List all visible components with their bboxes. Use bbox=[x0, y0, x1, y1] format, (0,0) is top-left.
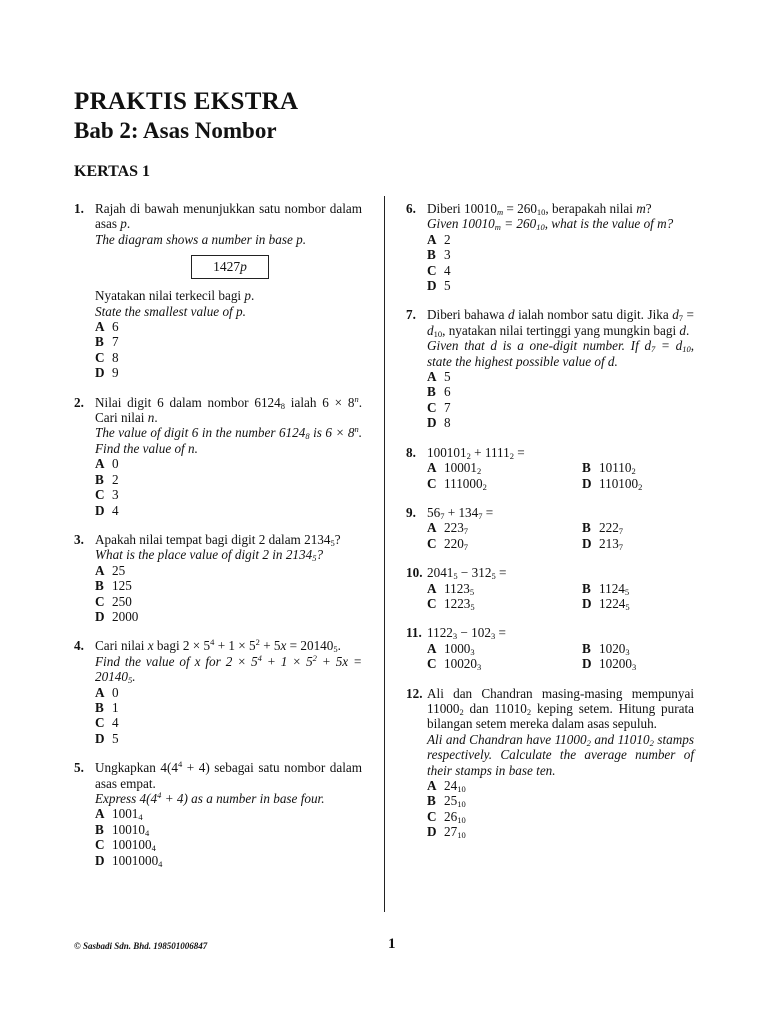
option-d bbox=[427, 415, 694, 430]
question-4 bbox=[74, 638, 362, 746]
option-d bbox=[95, 503, 362, 518]
question-8 bbox=[406, 445, 694, 491]
option-letter: A bbox=[95, 562, 105, 578]
option-c bbox=[427, 809, 694, 824]
option-d bbox=[582, 536, 702, 551]
question-12 bbox=[406, 686, 694, 840]
option-value: $25_{10}$ bbox=[444, 793, 466, 810]
option-c bbox=[95, 487, 362, 502]
question-9 bbox=[406, 505, 694, 551]
question-text-en: Ali and Chandran have $11000_2$ and $11010_2$ stamps respectively. Calculate the average number of their stamps in base ten. bbox=[427, 731, 694, 778]
option-letter: C bbox=[427, 475, 437, 491]
option-letter: A bbox=[427, 520, 437, 536]
option-value: $100100_4$ bbox=[112, 837, 156, 854]
option-d bbox=[427, 278, 694, 293]
option-letter: A bbox=[427, 231, 437, 247]
option-value: 0 bbox=[112, 456, 119, 472]
question-7 bbox=[406, 307, 694, 430]
option-letter: C bbox=[427, 262, 437, 278]
option-value: $111000_2$ bbox=[444, 475, 487, 492]
option-letter: A bbox=[95, 684, 105, 700]
option-c bbox=[95, 837, 362, 852]
question-text-ms: $2041_5 - 312_5$ = bbox=[427, 565, 507, 582]
option-value: $223_7$ bbox=[444, 520, 469, 537]
question-10 bbox=[406, 565, 694, 611]
question-text-ms-2: Nyatakan nilai terkecil bagi p. bbox=[95, 288, 255, 304]
option-letter: B bbox=[95, 334, 104, 350]
option-letter: A bbox=[95, 319, 105, 335]
option-value: 1 bbox=[112, 699, 119, 715]
option-a bbox=[95, 319, 362, 334]
option-value: $10001_2$ bbox=[444, 460, 482, 477]
option-c bbox=[427, 536, 582, 551]
option-value: $1124_5$ bbox=[599, 580, 630, 597]
option-d bbox=[95, 731, 362, 746]
question-text-ms: Diberi bahawa d ialah nombor satu digit. Jika $d_7 = d_{10}$, nyatakan nilai tertinggi yang mungkin bagi d. bbox=[427, 307, 694, 339]
option-c bbox=[427, 476, 582, 491]
option-value: $222_7$ bbox=[599, 520, 624, 537]
option-value: 6 bbox=[112, 319, 119, 335]
answer-options bbox=[427, 232, 694, 294]
option-letter: D bbox=[582, 475, 592, 491]
option-value: 3 bbox=[444, 247, 451, 263]
option-value: $10200_3$ bbox=[599, 656, 637, 673]
question-text-en: Express $4(4^4 + 4)$ as a number in base four. bbox=[95, 790, 325, 806]
option-value: $1001_4$ bbox=[112, 806, 143, 823]
option-letter: D bbox=[582, 535, 592, 551]
option-b bbox=[582, 581, 702, 596]
option-letter: B bbox=[95, 699, 104, 715]
question-text-ms: Cari nilai x bagi $2 \times 5^4 + 1 \times 5^2 + 5x = 20140_5$. bbox=[95, 637, 341, 655]
publisher-credit: © Sasbadi Sdn. Bhd. 198501006847 bbox=[74, 941, 208, 951]
question-2 bbox=[74, 395, 362, 518]
question-number: 1. bbox=[74, 201, 84, 216]
option-letter: D bbox=[427, 278, 437, 294]
column-divider bbox=[384, 196, 385, 912]
option-value: 4 bbox=[112, 715, 119, 731]
option-value: 0 bbox=[112, 684, 119, 700]
question-text-en: Given that d is a one-digit number. If $d_7 = d_{10}$, state the highest possible value of d. bbox=[427, 338, 695, 369]
question-text-ms: $1122_3 - 102_3$ = bbox=[427, 625, 506, 642]
option-value: 6 bbox=[444, 384, 451, 400]
option-value: 5 bbox=[112, 730, 119, 746]
option-letter: B bbox=[427, 247, 436, 263]
option-letter: A bbox=[95, 806, 105, 822]
option-a bbox=[427, 641, 582, 656]
option-b bbox=[427, 384, 694, 399]
question-text-en: Given $10010_m = 260_{10}$, what is the value of m? bbox=[427, 216, 674, 233]
option-b bbox=[95, 822, 362, 837]
question-number: 10. bbox=[406, 565, 423, 581]
option-a bbox=[427, 778, 694, 793]
question-number: 12. bbox=[406, 685, 423, 701]
option-letter: C bbox=[95, 715, 105, 731]
option-letter: D bbox=[582, 656, 592, 672]
option-letter: A bbox=[427, 640, 437, 656]
option-letter: D bbox=[95, 608, 105, 624]
answer-options bbox=[427, 460, 694, 491]
question-1 bbox=[74, 201, 362, 381]
option-c bbox=[95, 594, 362, 609]
option-letter: C bbox=[427, 535, 437, 551]
page-title: PRAKTIS EKSTRA bbox=[74, 88, 299, 115]
option-letter: C bbox=[427, 808, 437, 824]
option-letter: A bbox=[427, 460, 437, 476]
option-value: 8 bbox=[112, 349, 119, 365]
question-number: 6. bbox=[406, 201, 416, 216]
option-letter: A bbox=[427, 369, 437, 385]
option-letter: B bbox=[582, 640, 591, 656]
question-number: 11. bbox=[406, 625, 422, 641]
option-letter: D bbox=[95, 365, 105, 381]
option-d bbox=[582, 476, 702, 491]
option-value: $213_7$ bbox=[599, 535, 624, 552]
option-value: $1123_5$ bbox=[444, 580, 475, 597]
option-letter: D bbox=[427, 415, 437, 431]
option-b bbox=[95, 334, 362, 349]
option-value: 4 bbox=[112, 502, 119, 518]
option-value: $1224_5$ bbox=[599, 595, 630, 612]
option-b bbox=[95, 578, 362, 593]
answer-options bbox=[95, 456, 362, 518]
option-value: $1020_3$ bbox=[599, 640, 630, 657]
question-number: 4. bbox=[74, 638, 84, 654]
answer-options bbox=[427, 520, 694, 551]
option-b bbox=[427, 793, 694, 808]
option-value: $24_{10}$ bbox=[444, 778, 466, 794]
option-value: 5 bbox=[444, 369, 451, 385]
option-d bbox=[427, 824, 694, 839]
option-value: 7 bbox=[112, 334, 119, 350]
option-a bbox=[95, 806, 362, 821]
option-value: 4 bbox=[444, 262, 451, 278]
option-value: 3 bbox=[112, 487, 119, 503]
option-value: $220_7$ bbox=[444, 535, 469, 552]
question-number: 8. bbox=[406, 444, 416, 460]
answer-options bbox=[95, 319, 362, 381]
option-value: $110100_2$ bbox=[599, 475, 643, 492]
option-letter: C bbox=[95, 593, 105, 609]
option-value: 7 bbox=[444, 399, 451, 415]
question-3 bbox=[74, 532, 362, 624]
option-value: $1001000_4$ bbox=[112, 852, 163, 869]
option-letter: D bbox=[582, 595, 592, 611]
option-value: $1223_5$ bbox=[444, 595, 475, 612]
section-heading: KERTAS 1 bbox=[74, 163, 151, 180]
option-value: $1000_3$ bbox=[444, 640, 475, 657]
question-text-ms: $100101_2 + 1111_2$ = bbox=[427, 444, 525, 461]
option-value: 9 bbox=[112, 365, 119, 381]
option-value: 8 bbox=[444, 415, 451, 431]
question-number: 3. bbox=[74, 531, 84, 547]
answer-options bbox=[427, 641, 694, 672]
option-a bbox=[95, 563, 362, 578]
question-text-ms: Diberi $10010_m = 260_{10}$, berapakah nilai m? bbox=[427, 201, 652, 217]
option-letter: D bbox=[95, 852, 105, 868]
option-letter: D bbox=[95, 502, 105, 518]
option-b bbox=[427, 247, 694, 262]
option-value: 5 bbox=[444, 278, 451, 294]
left-column bbox=[74, 201, 362, 882]
question-text-ms: Nilai digit 6 dalam nombor $6124_8$ ialah $6 \times 8^n$. Cari nilai n. bbox=[95, 393, 362, 426]
option-b bbox=[95, 472, 362, 487]
option-c bbox=[427, 400, 694, 415]
answer-options bbox=[95, 806, 362, 868]
option-value: $10010_4$ bbox=[112, 821, 150, 838]
option-a bbox=[427, 232, 694, 247]
option-letter: B bbox=[582, 580, 591, 596]
question-number: 2. bbox=[74, 394, 84, 410]
option-b bbox=[582, 460, 702, 475]
option-b bbox=[582, 520, 702, 535]
question-text-ms: Rajah di bawah menunjukkan satu nombor dalam asas p. bbox=[95, 201, 362, 232]
answer-options bbox=[95, 563, 362, 625]
answer-options bbox=[427, 581, 694, 612]
option-value: 25 bbox=[112, 562, 126, 578]
question-5 bbox=[74, 760, 362, 868]
option-d bbox=[582, 656, 702, 671]
option-b bbox=[95, 700, 362, 715]
option-a bbox=[427, 460, 582, 475]
option-c bbox=[95, 350, 362, 365]
option-letter: B bbox=[582, 460, 591, 476]
option-a bbox=[427, 369, 694, 384]
question-text-ms: $56_7 + 134_7$ = bbox=[427, 504, 494, 521]
question-number: 5. bbox=[74, 760, 84, 776]
question-text-ms: Apakah nilai tempat bagi digit 2 dalam $2134_5$? bbox=[95, 531, 341, 548]
question-text-en-2: State the smallest value of p. bbox=[95, 303, 246, 319]
option-letter: C bbox=[427, 656, 437, 672]
option-a bbox=[95, 456, 362, 471]
right-column bbox=[406, 201, 694, 854]
option-letter: A bbox=[427, 580, 437, 596]
chapter-title: Bab 2: Asas Nombor bbox=[74, 118, 277, 143]
option-value: $27_{10}$ bbox=[444, 824, 466, 841]
option-letter: C bbox=[95, 487, 105, 503]
option-value: 2000 bbox=[112, 608, 139, 624]
option-letter: C bbox=[95, 349, 105, 365]
option-b bbox=[582, 641, 702, 656]
option-letter: B bbox=[582, 520, 591, 536]
option-value: 125 bbox=[112, 578, 132, 594]
question-text-en: The value of digit 6 in the number $6124_8$ is $6 \times 8^n$. Find the value of n. bbox=[95, 424, 362, 456]
option-letter: B bbox=[427, 793, 436, 809]
question-text-ms: Ungkapkan $4(4^4 + 4)$ sebagai satu nombor dalam asas empat. bbox=[95, 759, 362, 791]
option-letter: A bbox=[427, 778, 437, 793]
option-value: 2 bbox=[112, 471, 119, 487]
page-number: 1 bbox=[388, 936, 396, 952]
question-number: 7. bbox=[406, 307, 416, 323]
option-c bbox=[95, 715, 362, 730]
option-letter: A bbox=[95, 456, 105, 472]
option-value: 2 bbox=[444, 231, 451, 247]
option-value: 250 bbox=[112, 593, 132, 609]
question-11 bbox=[406, 625, 694, 671]
option-c bbox=[427, 263, 694, 278]
option-letter: B bbox=[95, 578, 104, 594]
option-c bbox=[427, 596, 582, 611]
option-letter: B bbox=[95, 471, 104, 487]
option-letter: D bbox=[95, 730, 105, 746]
answer-options bbox=[427, 369, 694, 431]
option-a bbox=[427, 581, 582, 596]
number-box: 1427p bbox=[191, 255, 269, 279]
option-a bbox=[427, 520, 582, 535]
option-d bbox=[95, 365, 362, 380]
answer-options bbox=[95, 685, 362, 747]
option-letter: C bbox=[427, 595, 437, 611]
question-text-en: The diagram shows a number in base p. bbox=[95, 231, 307, 247]
option-value: $10020_3$ bbox=[444, 656, 482, 673]
option-c bbox=[427, 656, 582, 671]
option-d bbox=[95, 609, 362, 624]
question-text-en: What is the place value of digit 2 in $2134_5$? bbox=[95, 547, 324, 564]
option-letter: B bbox=[427, 384, 436, 400]
option-letter: C bbox=[95, 837, 105, 853]
option-a bbox=[95, 685, 362, 700]
question-number: 9. bbox=[406, 504, 416, 520]
question-text-en: Find the value of x for $2 \times 5^4 + 1 \times 5^2 + 5x = 20140_5$. bbox=[95, 652, 362, 686]
answer-options bbox=[427, 778, 694, 840]
option-letter: D bbox=[427, 824, 437, 840]
option-letter: B bbox=[95, 821, 104, 837]
option-d bbox=[95, 853, 362, 868]
question-6 bbox=[406, 201, 694, 293]
option-letter: C bbox=[427, 399, 437, 415]
question-text-ms: Ali dan Chandran masing-masing mempunyai $11000_2$ dan $11010_2$ keping setem. Hitung purata bilangan setem mereka dalam asas sepuluh. bbox=[427, 685, 694, 732]
option-value: $10110_2$ bbox=[599, 460, 636, 477]
option-value: $26_{10}$ bbox=[444, 808, 466, 825]
option-d bbox=[582, 596, 702, 611]
